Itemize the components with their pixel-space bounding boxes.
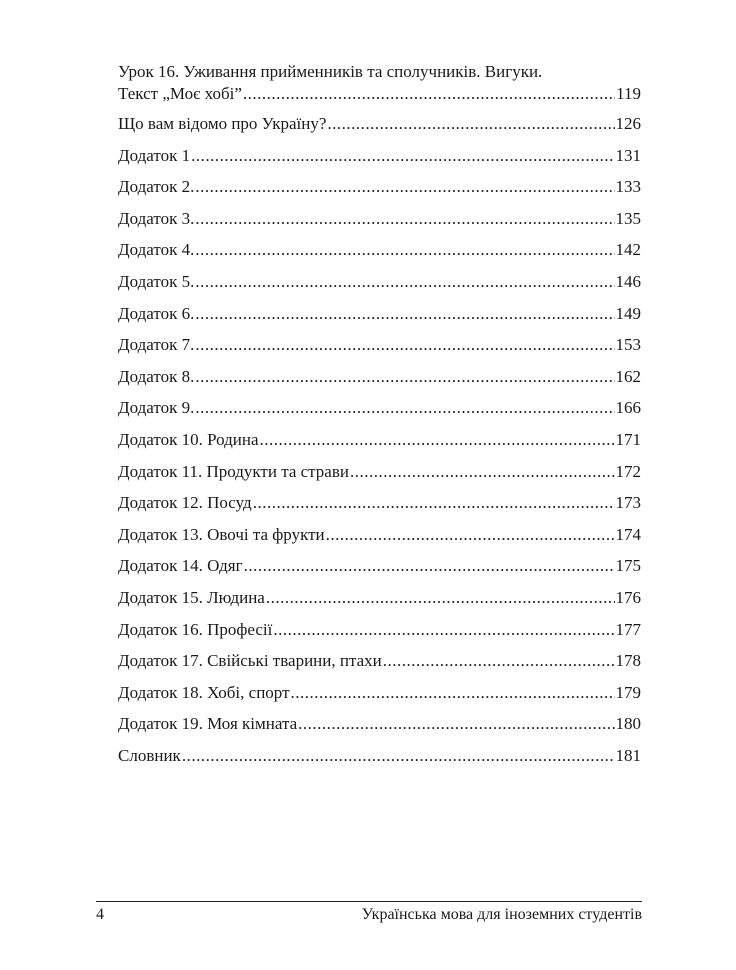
toc-entry — [118, 492, 641, 524]
toc-entry — [118, 366, 641, 398]
toc-entry-title: Додаток 3. — [118, 208, 195, 228]
toc-entry-title: Додаток 12. Посуд — [118, 493, 252, 513]
table-of-contents — [118, 61, 641, 776]
dot-leader — [195, 176, 614, 198]
dot-leader — [191, 145, 614, 167]
dot-leader — [273, 619, 614, 641]
toc-entry-title: Додаток 10. Родина — [118, 429, 259, 449]
toc-entry-title: Додаток 2. — [118, 177, 195, 197]
toc-entry-page: 176 — [615, 587, 641, 607]
toc-entry-page: 131 — [615, 145, 641, 165]
toc-entry — [118, 587, 641, 619]
dot-leader — [195, 239, 614, 261]
toc-entry-page: 177 — [615, 619, 641, 639]
toc-entry-title: Додаток 17. Свійські тварини, птахи — [118, 651, 382, 671]
toc-entry-page: 142 — [615, 240, 641, 260]
toc-entry — [118, 113, 641, 145]
toc-entry — [118, 239, 641, 271]
toc-entry-title: Додаток 14. Одяг — [118, 556, 243, 576]
toc-entry — [118, 271, 641, 303]
toc-entry-page: 166 — [615, 398, 641, 418]
dot-leader — [350, 461, 615, 483]
toc-entry — [118, 145, 641, 177]
toc-entry-page: 179 — [615, 682, 641, 702]
toc-entry-page: 126 — [615, 114, 641, 133]
dot-leader — [195, 397, 614, 419]
toc-entry — [118, 397, 641, 429]
toc-entry-title: Додаток 19. Моя кімната — [118, 714, 298, 734]
toc-entry — [118, 208, 641, 240]
toc-entry-page: 171 — [615, 429, 641, 449]
dot-leader — [243, 83, 615, 105]
toc-entry-page: 119 — [616, 84, 641, 103]
toc-entry-page: 181 — [615, 745, 641, 765]
toc-entry-title: Текст „Моє хобі” — [118, 84, 242, 103]
dot-leader — [327, 113, 614, 135]
toc-entry-title: Додаток 5. — [118, 271, 195, 291]
toc-entry — [118, 619, 641, 651]
toc-entry-title: Додаток 15. Людина — [118, 587, 265, 607]
toc-entry — [118, 682, 641, 714]
dot-leader — [195, 366, 614, 388]
toc-entry — [118, 461, 641, 493]
toc-entry-page: 175 — [615, 556, 641, 576]
toc-entry-title: Додаток 7. — [118, 335, 195, 355]
toc-entry — [118, 650, 641, 682]
dot-leader — [195, 334, 614, 356]
toc-entry-page: 172 — [615, 461, 641, 481]
dot-leader — [298, 713, 614, 735]
page-number: 4 — [96, 906, 104, 923]
dot-leader — [383, 650, 615, 672]
toc-entry-page: 135 — [615, 208, 641, 228]
toc-entry-title: Додаток 8. — [118, 366, 195, 386]
toc-entry — [118, 83, 641, 113]
dot-leader — [195, 271, 614, 293]
toc-entry — [118, 555, 641, 587]
dot-leader — [291, 682, 615, 704]
toc-entry — [118, 524, 641, 556]
toc-entry — [118, 303, 641, 335]
toc-entry — [118, 176, 641, 208]
toc-entry-heading-line: Урок 16. Уживання прийменників та сполучників. Вигуки. — [118, 62, 543, 81]
dot-leader — [195, 303, 614, 325]
dot-leader — [195, 208, 614, 230]
toc-entry-title: Додаток 18. Хобі, спорт — [118, 682, 290, 702]
toc-entry-page: 149 — [615, 303, 641, 323]
toc-entry-page: 162 — [615, 366, 641, 386]
dot-leader — [244, 555, 615, 577]
toc-entry-title: Додаток 4. — [118, 240, 195, 260]
toc-entry-page: 178 — [615, 651, 641, 671]
dot-leader — [326, 524, 615, 546]
footer-divider — [96, 901, 642, 902]
dot-leader — [182, 745, 615, 767]
toc-entry-page: 146 — [615, 271, 641, 291]
toc-entry-title: Додаток 16. Професії — [118, 619, 273, 639]
toc-entry — [118, 334, 641, 366]
toc-entry-page: 153 — [615, 335, 641, 355]
toc-entry-page: 133 — [615, 177, 641, 197]
toc-entry-title: Додаток 11. Продукти та страви — [118, 461, 349, 481]
dot-leader — [266, 587, 615, 609]
dot-leader — [253, 492, 615, 514]
toc-entry-title: Додаток 9. — [118, 398, 195, 418]
toc-entry — [118, 713, 641, 745]
page-footer — [96, 906, 642, 930]
running-title: Українська мова для іноземних студентів — [361, 906, 642, 923]
toc-entry-title: Що вам відомо про Україну? — [118, 114, 327, 133]
toc-entry-title: Додаток 6. — [118, 303, 195, 323]
toc-entry-title: Словник — [118, 745, 181, 765]
toc-entry-title: Додаток 13. Овочі та фрукти — [118, 524, 325, 544]
toc-entry-page: 174 — [615, 524, 641, 544]
toc-entry-title: Додаток 1 — [118, 145, 191, 165]
toc-entry — [118, 745, 641, 777]
toc-entry — [118, 429, 641, 461]
toc-entry-page: 180 — [615, 714, 641, 734]
dot-leader — [260, 429, 615, 451]
toc-entry-page: 173 — [615, 493, 641, 513]
